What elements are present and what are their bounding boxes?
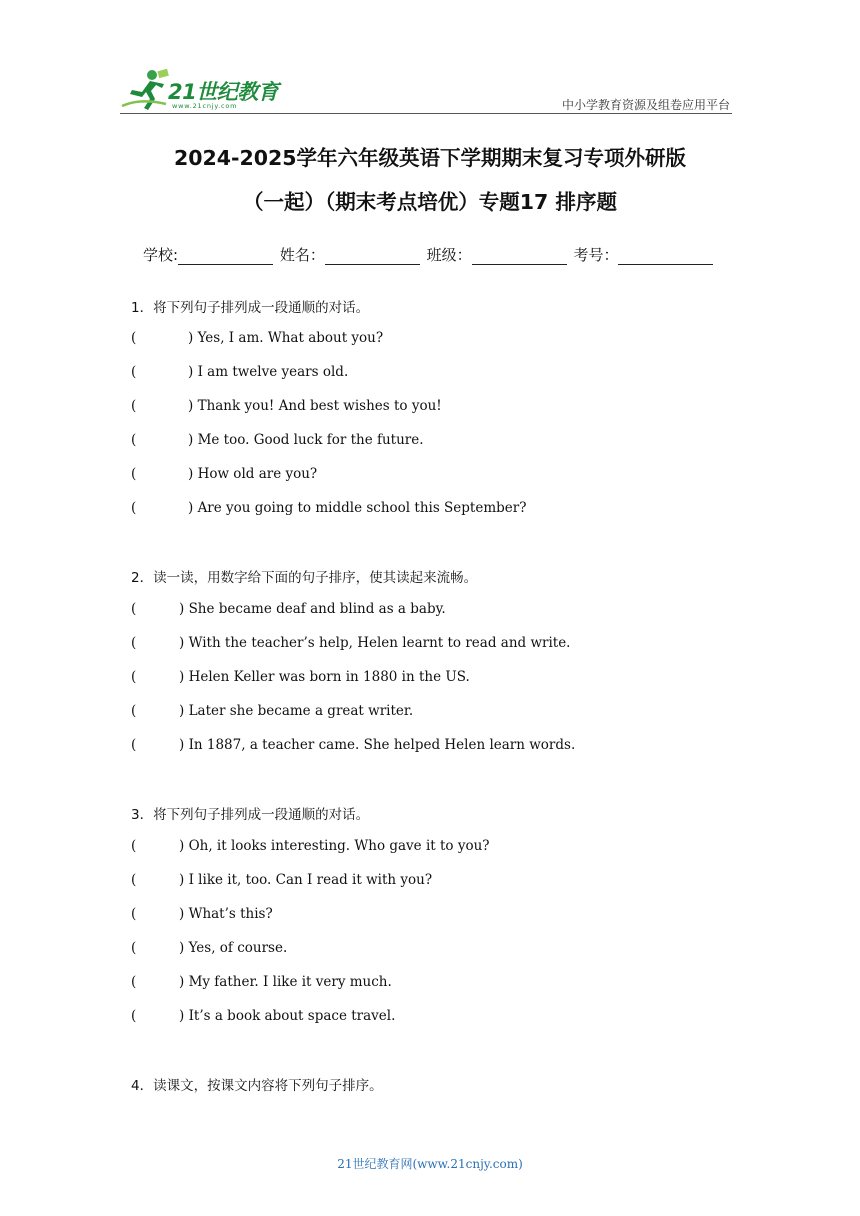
q2-item: ( ) Later she became a great writer. [131,703,414,719]
q3-item: ( ) It’s a book about space travel. [131,1008,396,1024]
q3-item: ( ) Yes, of course. [131,940,288,956]
q2-item: ( ) She became deaf and blind as a baby. [131,601,446,617]
number-label: 考号： [573,246,619,264]
q3-item-text: I like it, too. Can I read it with you? [188,872,433,888]
question-2-title: 2．读一读，用数字给下面的句子排序，使其读起来流畅。 [131,570,478,586]
q2-item: ( ) Helen Keller was born in 1880 in the US. [131,669,470,685]
runner-logo-icon [120,68,170,112]
school-label: 学校: [143,246,179,264]
q2-item-text: Later she became a great writer. [188,703,414,719]
q1-item-text: I am twelve years old. [197,364,349,380]
number-field[interactable] [618,248,713,265]
q1-item: ( ) Are you going to middle school this September? [131,500,527,516]
logo-text: 21世纪教育 [168,80,279,104]
name-label: 姓名： [279,246,325,264]
student-info [143,244,715,265]
q1-item-text: Thank you! And best wishes to you! [197,398,442,414]
logo [120,68,290,114]
q3-item: ( ) What’s this? [131,906,273,922]
q2-item-text: Helen Keller was born in 1880 in the US. [188,669,470,685]
q1-item: ( ) I am twelve years old. [131,364,349,380]
q2-item-text: In 1887, a teacher came. She helped Helen learn words. [188,737,576,753]
q3-item-text: It’s a book about space travel. [188,1008,396,1024]
page-title-line2: （一起）（期末考点培优）专题17 排序题 [243,190,617,214]
q2-item-text: With the teacher’s help, Helen learnt to read and write. [188,635,571,651]
platform-label: 中小学教育资源及组卷应用平台 [561,98,730,112]
q1-item: ( ) Yes, I am. What about you? [131,330,384,346]
class-label: 班级： [426,246,472,264]
logo-url: www.21cnjy.com [172,102,238,110]
q3-item: ( ) My father. I like it very much. [131,974,392,990]
question-3-title: 3．将下列句子排列成一段通顺的对话。 [131,807,370,823]
page-title-line1: 2024-2025学年六年级英语下学期期末复习专项外研版 [173,146,687,170]
q3-item-text: What’s this? [188,906,273,922]
q2-item: ( ) In 1887, a teacher came. She helped Helen learn words. [131,737,576,753]
header-divider [120,113,732,114]
q1-item: ( ) Me too. Good luck for the future. [131,432,424,448]
q2-item-text: She became deaf and blind as a baby. [188,601,446,617]
page-header [120,64,732,112]
name-field[interactable] [325,248,420,265]
q1-item: ( ) Thank you! And best wishes to you! [131,398,442,414]
class-field[interactable] [472,248,567,265]
q1-item: ( ) How old are you? [131,466,318,482]
q3-item-text: Yes, of course. [188,940,288,956]
q3-item: ( ) I like it, too. Can I read it with you? [131,872,433,888]
q1-item-text: Me too. Good luck for the future. [197,432,424,448]
q3-item-text: Oh, it looks interesting. Who gave it to you? [188,838,490,854]
q3-item-text: My father. I like it very much. [188,974,392,990]
question-1-title: 1．将下列句子排列成一段通顺的对话。 [131,300,370,316]
q1-item-text: Are you going to middle school this September? [197,500,527,516]
q2-item: ( ) With the teacher’s help, Helen learnt to read and write. [131,635,571,651]
q1-item-text: How old are you? [197,466,318,482]
q1-item-text: Yes, I am. What about you? [197,330,384,346]
school-field[interactable] [178,248,273,265]
q3-item: ( ) Oh, it looks interesting. Who gave it to you? [131,838,490,854]
question-4-title: 4．读课文，按课文内容将下列句子排序。 [131,1078,383,1094]
page-footer[interactable]: 21世纪教育网(www.21cnjy.com) [337,1157,523,1171]
